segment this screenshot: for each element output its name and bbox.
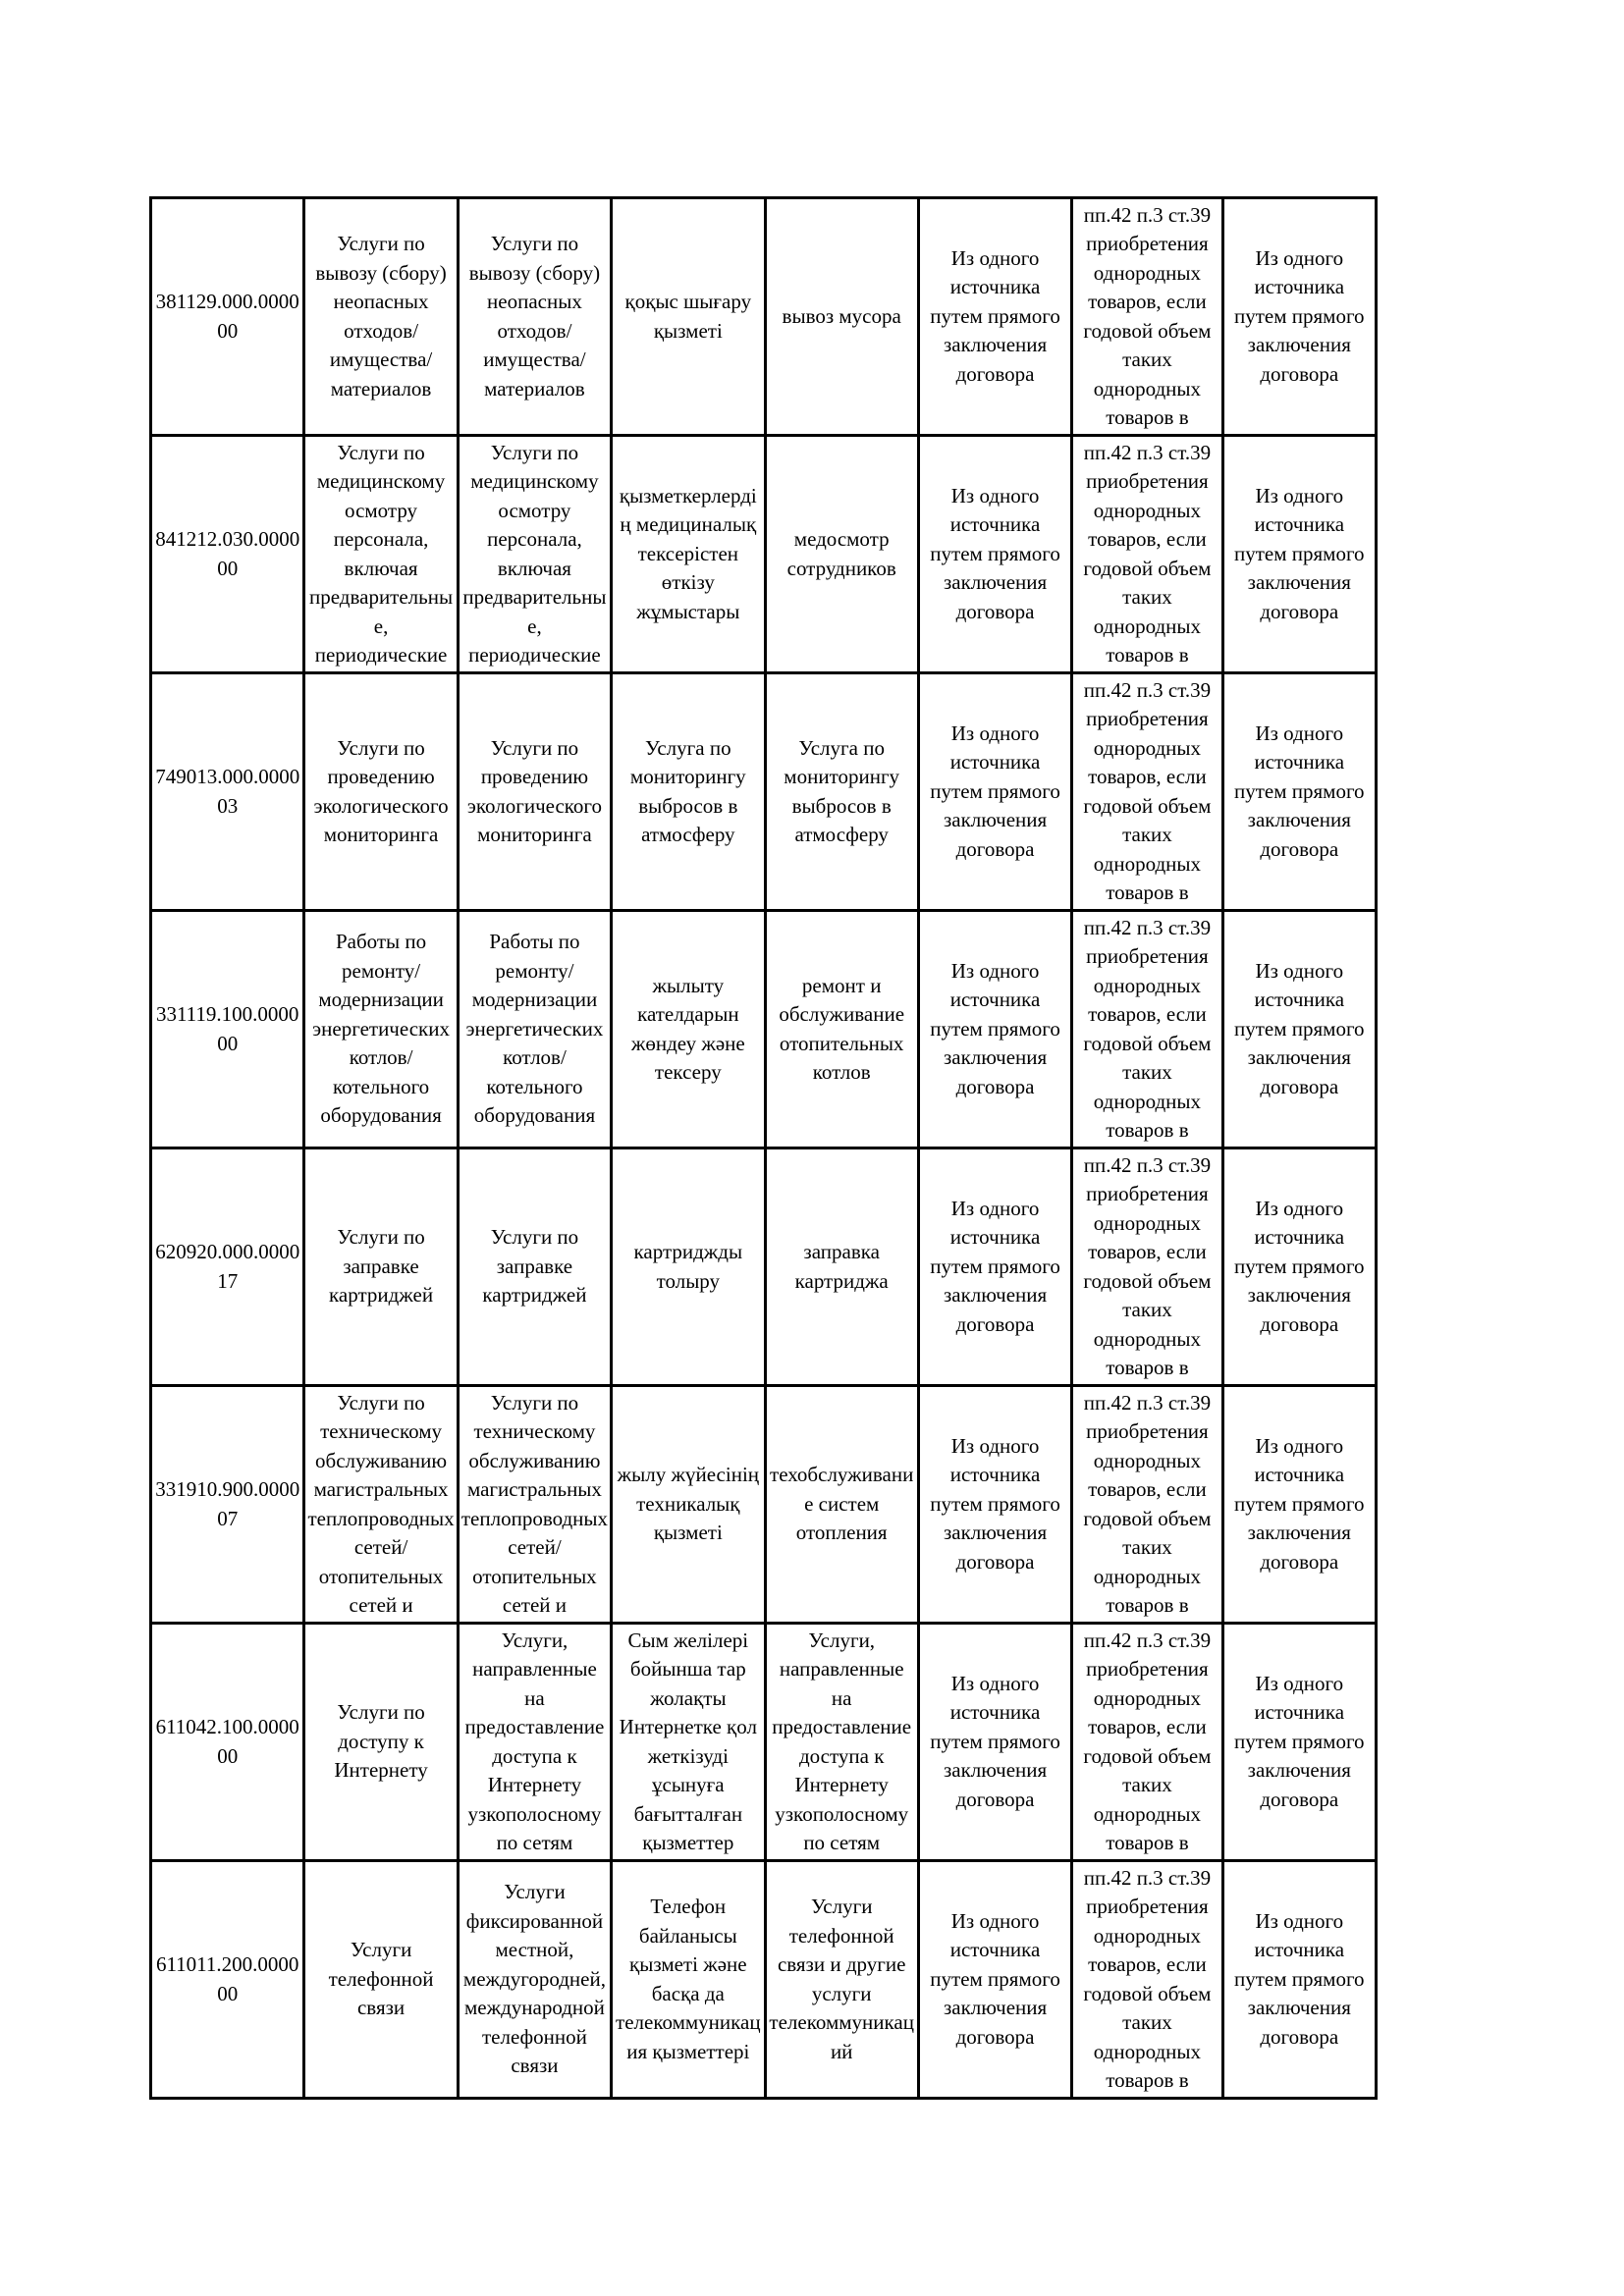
table-row <box>151 198 1377 436</box>
desc-ru-cell <box>458 1861 611 2099</box>
method2-cell <box>1222 436 1376 673</box>
method-text: Из одного источника путем прямого заключения договора <box>930 958 1060 1098</box>
name-ru-cell <box>304 1386 458 1624</box>
method-cell <box>918 1386 1071 1624</box>
basis-text: пп.42 п.3 ст.39 приобретения однородных товаров, если годовой объем таких однородных товаров в <box>1083 1390 1212 1617</box>
short-ru-cell <box>765 1624 918 1861</box>
desc-ru-text: Услуги по заправке картриджей <box>482 1225 587 1308</box>
basis-text: пп.42 п.3 ст.39 приобретения однородных товаров, если годовой объем таких однородных товаров в <box>1083 915 1212 1142</box>
method-cell <box>918 673 1071 911</box>
basis-text: пп.42 п.3 ст.39 приобретения однородных товаров, если годовой объем таких однородных товаров в <box>1083 677 1212 904</box>
code-cell <box>151 1148 304 1386</box>
method-text: Из одного источника путем прямого заключения договора <box>930 1908 1060 2049</box>
method2-cell <box>1222 1386 1376 1624</box>
method2-text: Из одного источника путем прямого заключения договора <box>1234 1433 1365 1574</box>
desc-kz-cell <box>612 1624 765 1861</box>
method2-text: Из одного источника путем прямого заключения договора <box>1234 958 1365 1098</box>
desc-kz-cell <box>612 436 765 673</box>
short-ru-cell <box>765 1386 918 1624</box>
method-text: Из одного источника путем прямого заключения договора <box>930 245 1060 386</box>
basis-cell <box>1072 1861 1222 2099</box>
method2-text: Из одного источника путем прямого заключения договора <box>1234 1196 1365 1336</box>
method-cell <box>918 436 1071 673</box>
code-text: 749013.000.000003 <box>155 765 300 818</box>
table-row <box>151 436 1377 673</box>
name-ru-text: Работы по ремонту/модернизации энергетических котлов/котельного оборудования <box>312 930 450 1128</box>
method-text: Из одного источника путем прямого заключения договора <box>930 721 1060 861</box>
method-text: Из одного источника путем прямого заключения договора <box>930 1433 1060 1574</box>
desc-ru-text: Услуги по медицинскому осмотру персонала, включая предварительные, периодические <box>462 440 607 667</box>
desc-ru-text: Услуги фиксированной местной, междугородней, международной телефонной связи <box>462 1880 606 2078</box>
desc-ru-text: Услуги по вывозу (сбору) неопасных отходов/имущества/материалов <box>468 232 601 400</box>
short-ru-text: Услуги телефонной связи и другие услуги телекоммуникаций <box>769 1895 914 2063</box>
basis-text: пп.42 п.3 ст.39 приобретения однородных товаров, если годовой объем таких однородных товаров в <box>1083 440 1212 667</box>
desc-kz-text: Сым желілері бойынша тар жолақты Интернетке қол жеткізуді ұсынуға бағытталған қызметтер <box>619 1628 757 1854</box>
desc-ru-cell <box>458 673 611 911</box>
desc-ru-text: Услуги по техническому обслуживанию магистральных теплопроводных сетей/отопительных сетей и <box>460 1390 609 1617</box>
desc-ru-text: Услуги, направленные на предоставление доступа к Интернету узкополосному по сетям <box>464 1628 605 1854</box>
table-row <box>151 911 1377 1148</box>
short-ru-text: техобслуживание систем отопления <box>770 1463 914 1545</box>
desc-kz-text: жылыту кателдарын жөндеу және тексеру <box>630 973 745 1084</box>
basis-cell <box>1072 911 1222 1148</box>
basis-cell <box>1072 198 1222 436</box>
basis-cell <box>1072 1148 1222 1386</box>
name-ru-text: Услуги телефонной связи <box>328 1938 434 2020</box>
short-ru-text: ремонт и обслуживание отопительных котлов <box>779 973 905 1084</box>
code-cell <box>151 436 304 673</box>
basis-text: пп.42 п.3 ст.39 приобретения однородных товаров, если годовой объем таких однородных товаров в <box>1083 1628 1212 1854</box>
table-row <box>151 673 1377 911</box>
code-cell <box>151 911 304 1148</box>
code-text: 611042.100.000000 <box>155 1715 299 1768</box>
desc-ru-cell <box>458 198 611 436</box>
table-row <box>151 1624 1377 1861</box>
method-text: Из одного источника путем прямого заключения договора <box>930 1196 1060 1336</box>
name-ru-text: Услуги по вывозу (сбору) неопасных отходов/имущества/материалов <box>315 232 447 400</box>
method2-cell <box>1222 911 1376 1148</box>
desc-kz-text: Услуга по мониторингу выбросов в атмосферу <box>629 735 746 846</box>
desc-ru-text: Работы по ремонту/модернизации энергетических котлов/котельного оборудования <box>465 930 604 1128</box>
basis-text: пп.42 п.3 ст.39 приобретения однородных товаров, если годовой объем таких однородных товаров в <box>1083 1152 1212 1379</box>
name-ru-cell <box>304 1861 458 2099</box>
short-ru-text: медосмотр сотрудников <box>786 527 896 580</box>
code-cell <box>151 673 304 911</box>
name-ru-cell <box>304 673 458 911</box>
desc-kz-text: жылу жүйесінің техникалық қызметі <box>617 1463 760 1545</box>
desc-ru-text: Услуги по проведению экологического мониторинга <box>466 735 603 846</box>
short-ru-cell <box>765 1861 918 2099</box>
table-row <box>151 1148 1377 1386</box>
code-text: 620920.000.000017 <box>155 1240 300 1293</box>
code-text: 611011.200.000000 <box>155 1952 299 2005</box>
short-ru-cell <box>765 436 918 673</box>
code-text: 381129.000.000000 <box>155 290 299 343</box>
method2-text: Из одного источника путем прямого заключения договора <box>1234 1671 1365 1811</box>
method-cell <box>918 1624 1071 1861</box>
short-ru-text: вывоз мусора <box>782 303 901 328</box>
short-ru-text: заправка картриджа <box>794 1240 889 1293</box>
basis-cell <box>1072 673 1222 911</box>
method-text: Из одного источника путем прямого заключения договора <box>930 483 1060 623</box>
desc-kz-cell <box>612 1148 765 1386</box>
method2-cell <box>1222 198 1376 436</box>
name-ru-cell <box>304 1148 458 1386</box>
desc-ru-cell <box>458 1386 611 1624</box>
name-ru-text: Услуги по проведению экологического мониторинга <box>313 735 449 846</box>
desc-kz-text: қоқыс шығару қызметі <box>624 290 752 343</box>
basis-cell <box>1072 1386 1222 1624</box>
method2-text: Из одного источника путем прямого заключения договора <box>1234 245 1365 386</box>
short-ru-text: Услуги, направленные на предоставление доступа к Интернету узкополосному по сетям <box>772 1628 912 1854</box>
short-ru-cell <box>765 911 918 1148</box>
desc-ru-cell <box>458 911 611 1148</box>
short-ru-cell <box>765 673 918 911</box>
desc-ru-cell <box>458 1148 611 1386</box>
short-ru-cell <box>765 198 918 436</box>
short-ru-text: Услуга по мониторингу выбросов в атмосферу <box>784 735 900 846</box>
name-ru-text: Услуги по техническому обслуживанию магистральных теплопроводных сетей/отопительных сетей и <box>307 1390 455 1617</box>
desc-kz-cell <box>612 198 765 436</box>
desc-kz-cell <box>612 911 765 1148</box>
method2-text: Из одного источника путем прямого заключения договора <box>1234 483 1365 623</box>
desc-kz-cell <box>612 1386 765 1624</box>
basis-text: пп.42 п.3 ст.39 приобретения однородных товаров, если годовой объем таких однородных товаров в <box>1083 202 1212 429</box>
code-text: 331910.900.000007 <box>155 1477 300 1530</box>
code-cell <box>151 198 304 436</box>
desc-ru-cell <box>458 1624 611 1861</box>
code-cell <box>151 1624 304 1861</box>
table-body <box>151 198 1377 2099</box>
basis-cell <box>1072 436 1222 673</box>
basis-cell <box>1072 1624 1222 1861</box>
name-ru-text: Услуги по заправке картриджей <box>329 1225 434 1308</box>
method2-cell <box>1222 673 1376 911</box>
method2-cell <box>1222 1148 1376 1386</box>
method2-text: Из одного источника путем прямого заключения договора <box>1234 721 1365 861</box>
name-ru-text: Услуги по доступу к Интернету <box>334 1700 428 1783</box>
code-cell <box>151 1861 304 2099</box>
method2-cell <box>1222 1861 1376 2099</box>
method-text: Из одного источника путем прямого заключения договора <box>930 1671 1060 1811</box>
desc-ru-cell <box>458 436 611 673</box>
table-row <box>151 1386 1377 1624</box>
method-cell <box>918 1148 1071 1386</box>
procurement-table <box>149 196 1378 2100</box>
name-ru-cell <box>304 911 458 1148</box>
name-ru-cell <box>304 198 458 436</box>
code-cell <box>151 1386 304 1624</box>
method-cell <box>918 1861 1071 2099</box>
code-text: 331119.100.000000 <box>155 1002 299 1055</box>
method-cell <box>918 198 1071 436</box>
desc-kz-text: Телефон байланысы қызметі және басқа да телекоммуникация қызметтері <box>616 1895 761 2063</box>
method-cell <box>918 911 1071 1148</box>
desc-kz-cell <box>612 1861 765 2099</box>
method2-cell <box>1222 1624 1376 1861</box>
code-text: 841212.030.000000 <box>155 527 300 580</box>
method2-text: Из одного источника путем прямого заключения договора <box>1234 1908 1365 2049</box>
name-ru-cell <box>304 1624 458 1861</box>
basis-text: пп.42 п.3 ст.39 приобретения однородных товаров, если годовой объем таких однородных товаров в <box>1083 1865 1212 2092</box>
desc-kz-text: қызметкерлердің медициналық тексерістен өткізу жұмыстары <box>619 483 757 623</box>
desc-kz-cell <box>612 673 765 911</box>
name-ru-text: Услуги по медицинскому осмотру персонала, включая предварительные, периодические <box>309 440 454 667</box>
short-ru-cell <box>765 1148 918 1386</box>
table-row <box>151 1861 1377 2099</box>
name-ru-cell <box>304 436 458 673</box>
desc-kz-text: картриджды толыру <box>633 1240 743 1293</box>
